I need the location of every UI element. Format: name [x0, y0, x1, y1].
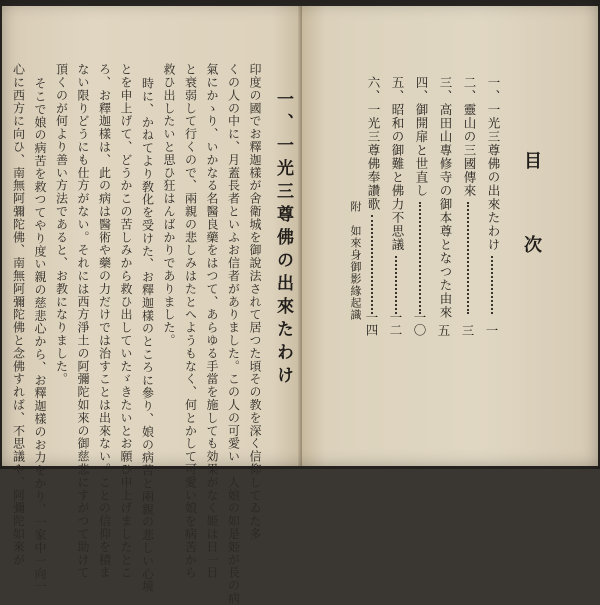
toc-page-number: 一四 [364, 311, 379, 336]
body-line: ろ、お釋迦樣は、此の病は醫術や藥の力だけでは治すことは出來ない。ことの信仰を積ま [97, 63, 112, 579]
body-line: とを申上げて、どうかこの苦しみから救ひ出していたゞきたいとお願ひ申上げましたとこ [119, 63, 133, 579]
toc-leader-dots [371, 215, 373, 314]
body-line: 時に、かねてより敎化を受けた、お釋迦樣のところに參り、娘の病苦と兩親の悲しい心境 [140, 77, 155, 593]
body-line: 頂くのが何より善い方法であると、お教になりました。 [54, 63, 69, 386]
toc-entry-title: 四、御開扉と世直し [414, 76, 429, 198]
toc-page-number: 五 [436, 323, 451, 336]
toc-entry[interactable] [436, 76, 452, 336]
toc-entry-title: 三、高田山專修寺の御本尊となつた由來 [438, 76, 453, 319]
toc-leader-dots [467, 202, 469, 315]
toc-page-number: 一〇 [412, 311, 427, 336]
body-line: 氣にかゝり、いかなる名醫良藥をはつて、あらゆる手當を施しても効果がなく姫は日一日 [205, 63, 219, 579]
toc-entry[interactable] [460, 76, 476, 336]
toc-entry[interactable] [412, 76, 428, 336]
body-line: 救ひ出したいと思ひ狂はんばかりでありました。 [162, 63, 176, 347]
toc-page-number: 一 [484, 323, 499, 336]
toc-entry-title: 六、一光三尊佛奉讚歌 [366, 76, 381, 211]
toc-page-number: 一二 [388, 311, 403, 336]
body-line: 印度の國でお釋迦樣が舍衛城を御說法されて居つた頃その教を深く信仰してゐた多 [248, 63, 262, 541]
toc-appendix: 附 如來身御影緣起識 [349, 201, 362, 321]
toc-leader-dots [395, 256, 397, 315]
toc-entry[interactable] [364, 76, 380, 336]
toc-entry-title: 一、一光三尊佛の出來たわけ [486, 76, 501, 252]
body-line: 心に西方に向ひ、南無阿彌陀佛、南無阿彌陀佛と念佛すれば、不思議や、阿彌陀如來が [11, 63, 26, 567]
body-line: そこで娘の病苦を救つてやり度い親の慈悲心から、お釋迦樣のお力をかり、一家中一向一 [33, 77, 47, 593]
toc-leader-dots [419, 202, 421, 315]
toc-entry-title: 二、靈山の三國傳來 [462, 76, 477, 198]
toc-entry-title: 五、昭和の御難と佛力不思議 [390, 76, 405, 252]
chapter-title: 一、一光三尊佛の出來たわけ [273, 90, 293, 389]
body-line: ない限りどうにも仕方がない。それには西方淨土の阿彌陀如來の御慈悲にすがつて助けて [76, 63, 90, 579]
right-page [302, 6, 598, 466]
toc-leader-dots [491, 256, 493, 315]
toc-entry[interactable] [484, 76, 500, 336]
toc-page-number: 三 [460, 323, 475, 336]
body-line: と衰弱して行くので、兩親の悲しみはたとへようもなく、何とかして可愛い娘を病苦から [183, 63, 198, 579]
toc-heading: 目 次 [521, 151, 542, 277]
left-page [2, 6, 302, 605]
toc-entry[interactable] [388, 76, 404, 336]
body-line: くの人の中に、月蓋長者といふお信者がありました。この人の可愛い一人娘の如是姫が長の病 [226, 63, 241, 605]
